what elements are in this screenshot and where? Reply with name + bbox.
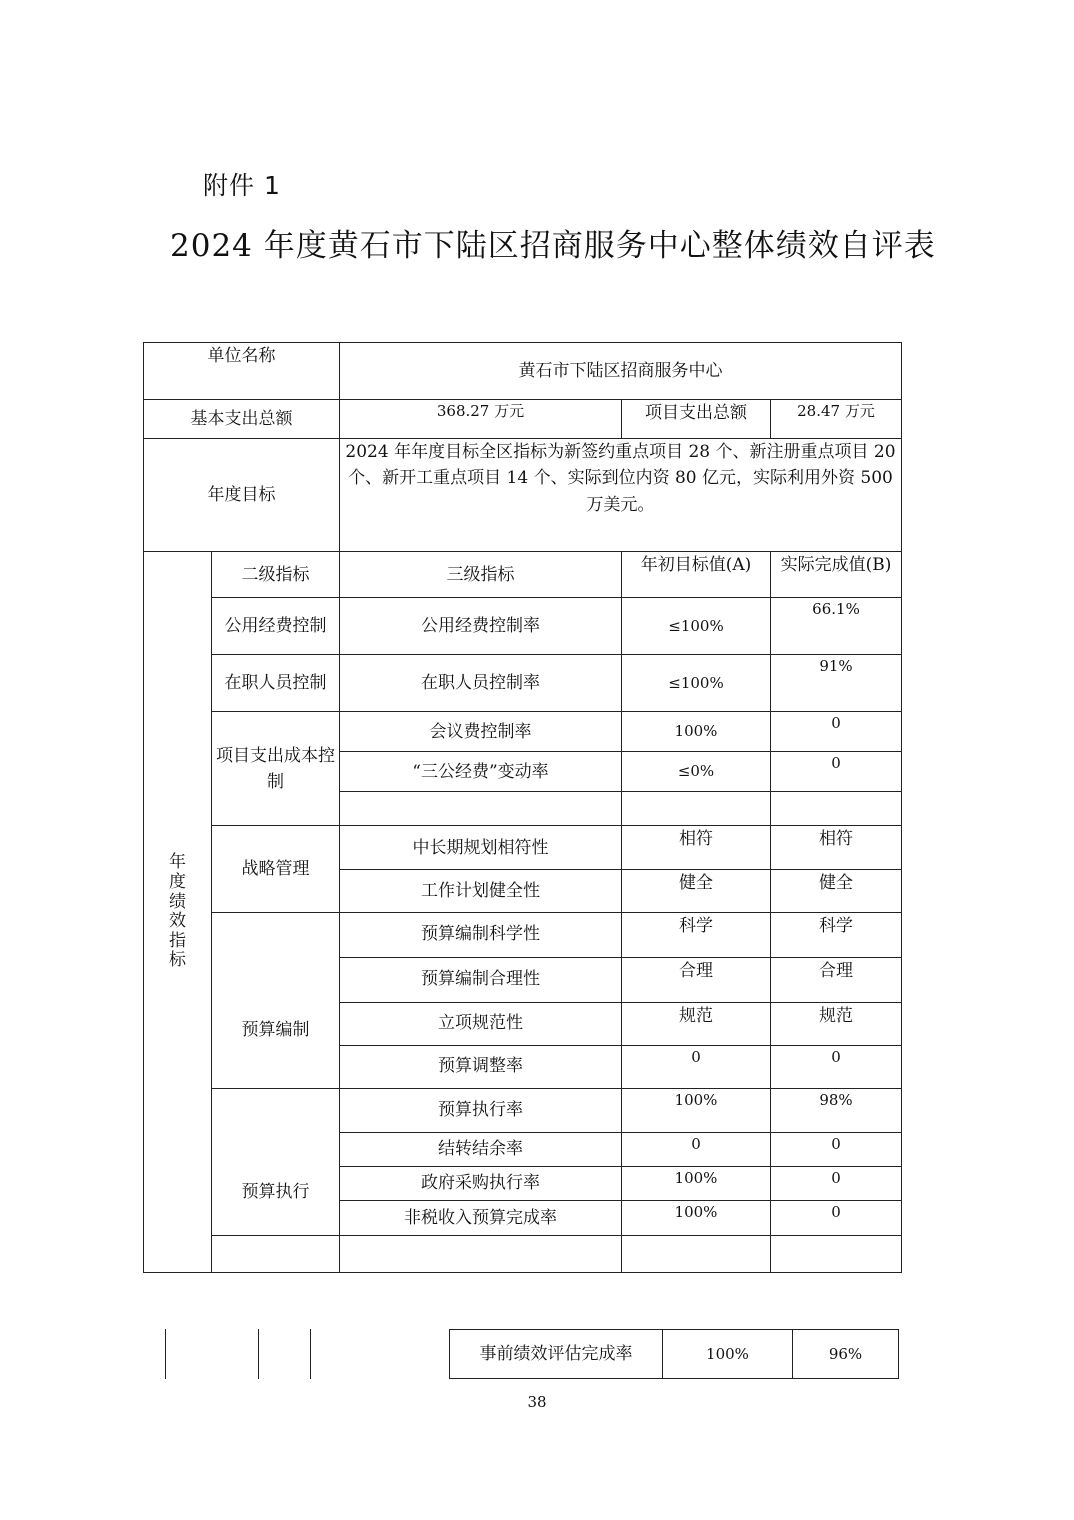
empty-cell: [622, 792, 771, 826]
row-third: 非税收入预算完成率: [340, 1200, 622, 1235]
perf-indicator-label: [144, 552, 212, 1273]
row-target: 100%: [622, 712, 771, 752]
empty-cell: [212, 1235, 340, 1272]
group-budget-exec: [212, 1088, 340, 1235]
group-budget-prep-label: 预算编制: [241, 1019, 310, 1040]
row-actual: 0: [771, 1200, 902, 1235]
group-staff: 在职人员控制: [212, 655, 340, 712]
attachment-label: 附件 1: [203, 171, 281, 200]
row-third: 中长期规划相符性: [340, 826, 622, 870]
row-actual: 科学: [771, 912, 902, 957]
group-budget-prep: [212, 912, 340, 1088]
project-expense-value: 28.47 万元: [771, 400, 902, 439]
group-project-cost: 项目支出成本控制: [212, 712, 340, 826]
row-actual: 健全: [771, 870, 902, 912]
row-third: 工作计划健全性: [340, 870, 622, 912]
row-target: 100%: [622, 1200, 771, 1235]
header-actual: 实际完成值(B): [771, 552, 902, 598]
perf-indicator-text: 年度绩效指标: [169, 852, 186, 971]
unit-name-em: 招商服务中心: [620, 360, 723, 381]
continuation-border: [165, 1329, 166, 1379]
row-actual: 66.1%: [771, 598, 902, 655]
annual-goal-text: 2024 年年度目标全区指标为新签约重点项目 28 个、新注册重点项目 20 个、新开工重点项目 14 个、实际到位内资 80 亿元，实际利用外资 500 万美元。: [340, 439, 902, 552]
continuation-box: [449, 1329, 899, 1379]
continuation-actual: 96%: [828, 1345, 863, 1363]
row-third: 政府采购执行率: [340, 1166, 622, 1200]
continuation-target: 100%: [706, 1345, 749, 1363]
group-budget-exec-label: 预算执行: [241, 1181, 310, 1202]
continuation-border: [258, 1329, 259, 1379]
row-third: 会议费控制率: [340, 712, 622, 752]
row-third: 在职人员控制率: [340, 655, 622, 712]
empty-cell: [771, 792, 902, 826]
row-third: 预算执行率: [340, 1088, 622, 1132]
row-third: 公用经费控制率: [340, 598, 622, 655]
row-actual: 相符: [771, 826, 902, 870]
empty-cell: [622, 1235, 771, 1272]
basic-expense-value: 368.27 万元: [340, 400, 622, 439]
empty-cell: [340, 792, 622, 826]
row-actual: 规范: [771, 1002, 902, 1045]
header-target: 年初目标值(A): [622, 552, 771, 598]
empty-cell: [771, 1235, 902, 1272]
continuation-row: [165, 1329, 899, 1379]
row-target: 100%: [622, 1088, 771, 1132]
row-third: “三公经费”变动率: [340, 752, 622, 792]
row-target: 0: [622, 1132, 771, 1166]
performance-table: [143, 342, 902, 1273]
row-actual: 0: [771, 752, 902, 792]
continuation-border: [310, 1329, 311, 1379]
row-actual: 91%: [771, 655, 902, 712]
group-public-fund: 公用经费控制: [212, 598, 340, 655]
row-third: 立项规范性: [340, 1002, 622, 1045]
unit-name-value: [340, 343, 902, 400]
row-target: 健全: [622, 870, 771, 912]
title-prefix: 2024 年度黄石市下陆区: [170, 228, 520, 264]
row-actual: 0: [771, 1045, 902, 1088]
header-second-level: 二级指标: [212, 552, 340, 598]
row-target: ≤100%: [622, 655, 771, 712]
row-third: 预算调整率: [340, 1045, 622, 1088]
row-target: 合理: [622, 957, 771, 1002]
row-actual: 0: [771, 712, 902, 752]
row-actual: 合理: [771, 957, 902, 1002]
header-third-level: 三级指标: [340, 552, 622, 598]
group-strategy: 战略管理: [212, 826, 340, 912]
title-suffix: 整体绩效自评表: [711, 228, 936, 264]
row-target: ≤100%: [622, 598, 771, 655]
title-unit-name: 招商服务中心: [519, 228, 712, 264]
page-number: 38: [527, 1393, 547, 1411]
project-expense-label: 项目支出总额: [622, 400, 771, 439]
row-third: 预算编制科学性: [340, 912, 622, 957]
row-target: 100%: [622, 1166, 771, 1200]
document-title: [170, 220, 936, 265]
continuation-third: 事前绩效评估完成率: [479, 1344, 633, 1364]
row-actual: 0: [771, 1166, 902, 1200]
empty-cell: [340, 1235, 622, 1272]
unit-name-prefix: 黄石市下陆区: [518, 360, 621, 381]
row-target: ≤0%: [622, 752, 771, 792]
basic-expense-label: 基本支出总额: [144, 400, 340, 439]
row-third: 预算编制合理性: [340, 957, 622, 1002]
row-third: 结转结余率: [340, 1132, 622, 1166]
row-target: 科学: [622, 912, 771, 957]
row-target: 相符: [622, 826, 771, 870]
annual-goal-label: 年度目标: [144, 439, 340, 552]
unit-name-label: 单位名称: [144, 343, 340, 400]
row-actual: 0: [771, 1132, 902, 1166]
row-target: 规范: [622, 1002, 771, 1045]
row-actual: 98%: [771, 1088, 902, 1132]
row-target: 0: [622, 1045, 771, 1088]
